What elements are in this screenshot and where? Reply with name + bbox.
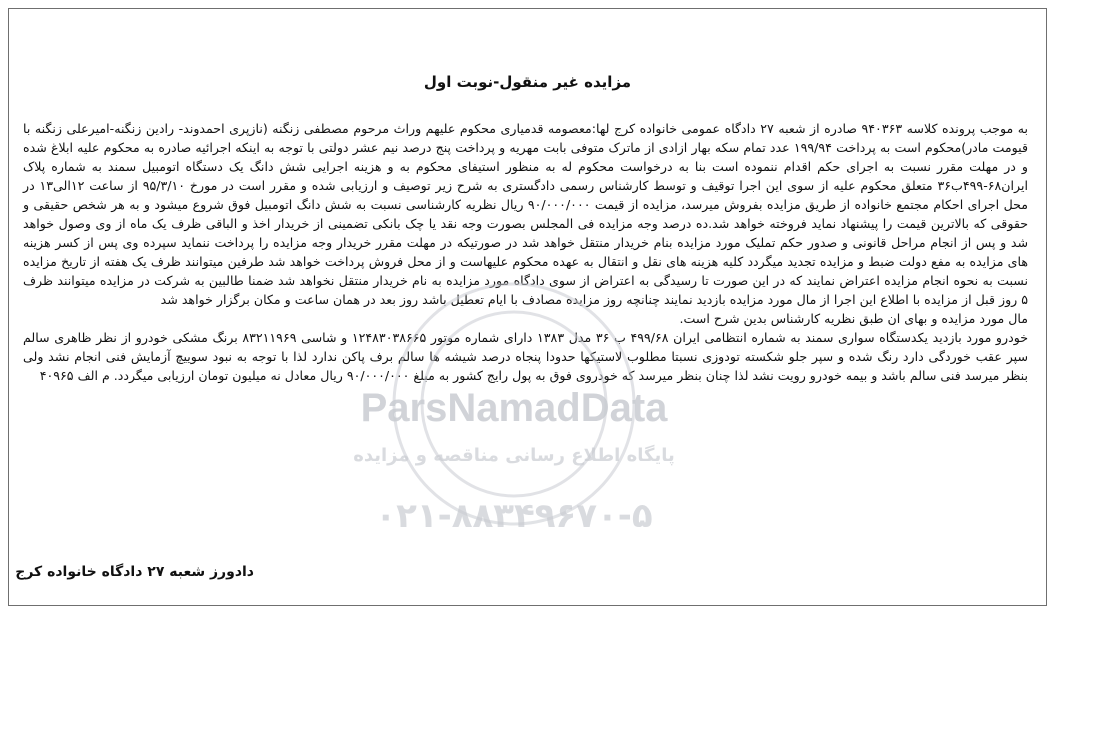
watermark-subtitle: پایگاه اطلاع رسانی مناقصه و مزایده xyxy=(353,445,675,466)
notice-paragraph-main: به موجب پرونده کلاسه ۹۴۰۳۶۳ صادره از شعبه ۲۷ دادگاه عمومی خانواده کرج لها:معصومه قدمیاری محکوم علیهم وراث مرحوم مصطفی زنگنه (نازپری احمدوند- رادین زنگنه-امیرعلی زنگنه با قیومت مادر)محکوم است به پرداخت ۱۹۹/۹۴ عدد تمام سکه بهار ازادی از ماترک متوفی بابت مهریه و پرداخت پنج درصد نیم عشر دولتی با توجه به اینکه اجرائیه صادره به محکوم علیه ابلاغ شده و در مهلت مقرر نسبت به اجرای حکم اقدام ننموده است بنا به درخواست محکوم له به منظور استیفای محکوم به و هزینه اجرایی شش دانگ یک دستگاه اتومبیل سمند به شماره پلاک ایران۶۸-۴۹۹ب۳۶ متعلق محکوم علیه از سوی این اجرا توقیف و توسط کارشناس رسمی دادگستری به شرح زیر توصیف و ارزیابی شده و مقرر است در مورخ ۹۵/۳/۱۰ از ساعت ۱۲الی۱۳ در محل اجرای احکام مجتمع خانواده از طریق مزایده بفروش میرسد، مزایده از قیمت ۹۰/۰۰۰/۰۰۰ ریال نظریه کارشناسی نسبت به شش دانگ اتومبیل فوق شروع میشود و به هر شخص حقیقی و حقوقی که بالاترین قیمت را پیشنهاد نماید فروخته خواهد شد.ده درصد وجه مزایده فی المجلس بصورت وجه نقد یا چک بانکی تضمینی از خریدار اخذ و الباقی ظرف یک ماه از وی وصول خواهد شد و پس از انجام مراحل قانونی و صدور حکم تملیک مورد مزایده بنام خریدار منتقل خواهد شد در صورتیکه در مهلت مقرر خریدار وجه مزایده را پرداخت ننماید سپرده وی پس از کسر هزینه های مزایده به مفع دولت ضبط و مزایده تجدید میگردد کلیه هزینه های نقل و انتقال به عهده محکوم علیهاست و از محل فروش پرداخت خواهد شد طرفین میتوانند ظرف یک هفته از تاریخ مزایده نسبت به نحوه انجام مزایده اعتراض نمایند که در این صورت تا رسیدگی به اعتراض از سوی دادگاه مورد مزایده به نام خریدار منتقل نخواهد شد ضمنا طالبین به شرکت در مزایده میتوانند ظرف ۵ روز قبل از مزایده با اطلاع این اجرا از مال مورد مزایده بازدید نمایند چنانچه روز مزایده مصادف با ایام تعطیل باشد روز بعد در همان ساعت و مکان برگزار خواهد شد xyxy=(23,121,1028,307)
watermark-phone: ۰۲۱-۸۸۳۴۹۶۷۰-۵ xyxy=(375,496,653,536)
signature-bailiff: دادورز شعبه ۲۷ دادگاه خانواده کرج xyxy=(15,564,254,580)
notice-paragraph-item-intro: مال مورد مزایده و بهای ان طبق نظریه کارشناس بدین شرح است. xyxy=(679,311,1028,326)
notice-title: مزایده غیر منقول-نوبت اول xyxy=(423,73,632,91)
watermark-brand: ParsNamadData xyxy=(360,386,668,430)
auction-notice-box xyxy=(8,8,1047,606)
notice-paragraph-vehicle: خودرو مورد بازدید یکدستگاه سواری سمند به شماره انتظامی ایران ۴۹۹/۶۸ ب ۳۶ مدل ۱۳۸۳ دارای شماره موتور ۱۲۴۸۳۰۳۸۶۶۵ و شاسی ۸۳۲۱۱۹۶۹ برنگ مشکی خودرو از نظر ظاهری سالم سپر عقب خوردگی دارد رنگ شده و سپر جلو شکسته تودوزی نسبتا مطلوب لاستیکها حدودا پنجاه درصد شیشه ها سالم برف پاکن ندارد لذا با توجه به نبود سوییچ آزمایش فنی انجام نشد ولی بنظر میرسد فنی سالم باشد و بیمه خودرو رویت نشد لذا چنان بنظر میرسد که خودروی فوق به پول رایج کشور به مبلغ ۹۰/۰۰۰/۰۰۰ ریال معادل نه میلیون تومان ارزیابی میگردد. م الف ۴۰۹۶۵ xyxy=(23,330,1028,383)
notice-body xyxy=(23,119,1028,385)
